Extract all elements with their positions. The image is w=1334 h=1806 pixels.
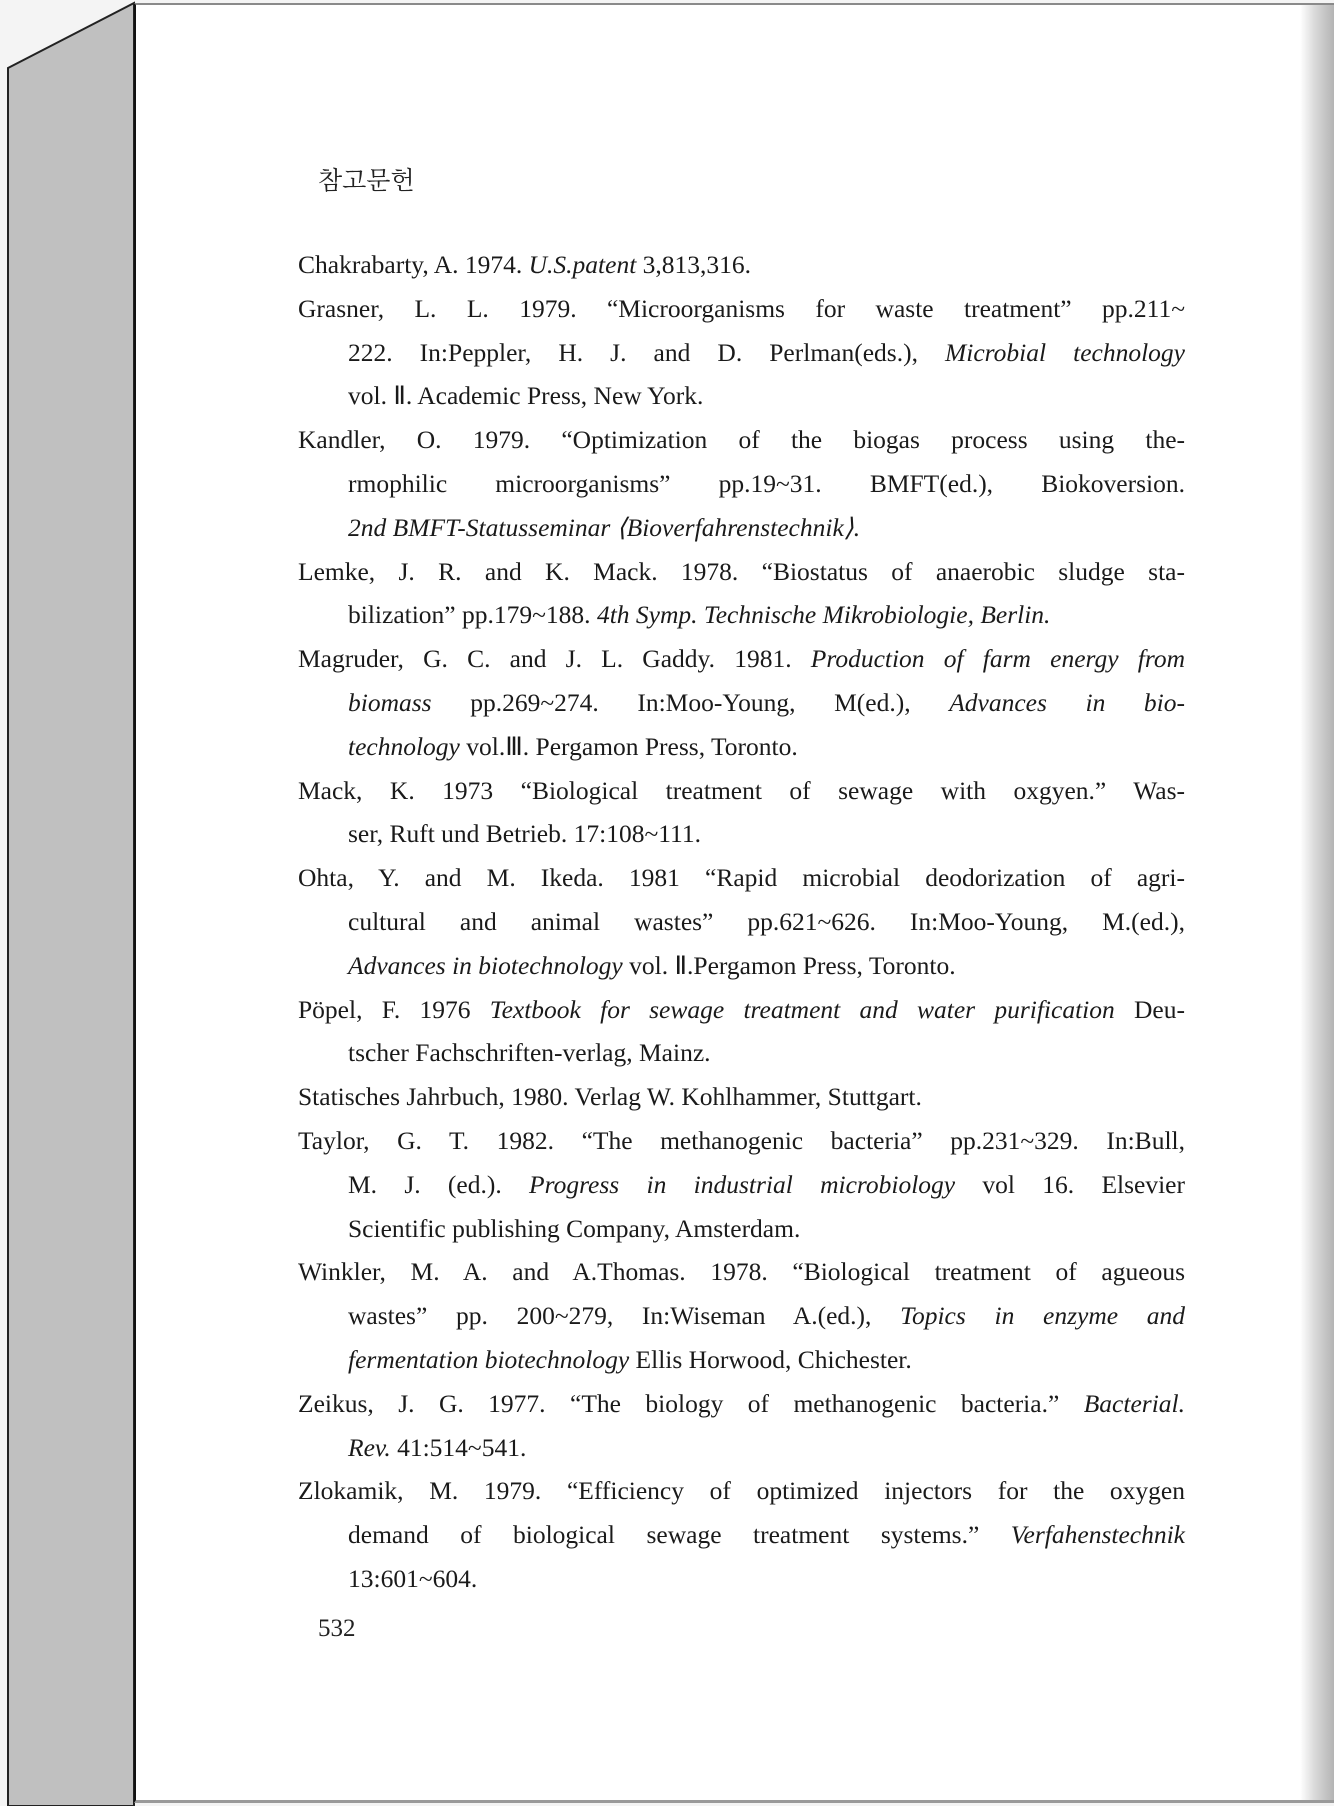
- reference-entry: [298, 856, 1185, 987]
- reference-text: Pöpel, F. 1976: [298, 994, 490, 1024]
- reference-text: Zeikus, J. G. 1977. “The biology of methanogenic bacteria.”: [298, 1388, 1084, 1418]
- reference-line: [298, 1031, 1185, 1075]
- reference-line: [298, 287, 1185, 331]
- reference-text: Deu-: [1114, 994, 1185, 1024]
- reference-italic-text: technology: [348, 731, 460, 761]
- page-number: 532: [318, 1615, 356, 1642]
- reference-line: [298, 1469, 1185, 1513]
- book-spine: [0, 0, 140, 1806]
- reference-line: [298, 1426, 1185, 1470]
- reference-line: [298, 243, 1185, 287]
- reference-line: [298, 462, 1185, 506]
- reference-italic-text: Microbial technology: [945, 337, 1185, 367]
- reference-entry: [298, 988, 1185, 1076]
- reference-entry: [298, 418, 1185, 549]
- reference-entry: [298, 1250, 1185, 1381]
- reference-entry: [298, 1382, 1185, 1470]
- reference-entry: [298, 243, 1185, 287]
- reference-text: Taylor, G. T. 1982. “The methanogenic bacteria” pp.231~329. In:Bull,: [298, 1125, 1185, 1155]
- reference-italic-text: Rev.: [348, 1432, 391, 1462]
- reference-line: [298, 1207, 1185, 1251]
- reference-line: [298, 769, 1185, 813]
- reference-entry: [298, 287, 1185, 418]
- reference-entry: [298, 1469, 1185, 1600]
- reference-line: [298, 331, 1185, 375]
- reference-italic-text: 2nd BMFT-Statusseminar ⟨Bioverfahrenstechnik⟩.: [348, 512, 861, 542]
- reference-text: bilization” pp.179~188.: [348, 600, 597, 630]
- reference-italic-text: Textbook for sewage treatment and water purification: [489, 994, 1115, 1024]
- reference-italic-text: Production of farm energy from: [810, 644, 1185, 674]
- reference-text: M. J. (ed.).: [348, 1169, 530, 1199]
- reference-text: Ohta, Y. and M. Ikeda. 1981 “Rapid microbial deodorization of agri-: [298, 863, 1185, 893]
- reference-text: 222. In:Peppler, H. J. and D. Perlman(eds.),: [348, 337, 946, 367]
- reference-line: [298, 1294, 1185, 1338]
- reference-italic-text: biomass: [348, 687, 432, 717]
- reference-text: Kandler, O. 1979. “Optimization of the biogas process using the-: [298, 425, 1185, 455]
- reference-line: [298, 812, 1185, 856]
- reference-text: 41:514~541.: [390, 1432, 527, 1462]
- reference-italic-text: Progress in industrial microbiology: [529, 1169, 956, 1199]
- reference-line: [298, 418, 1185, 462]
- reference-line: [298, 1075, 1185, 1119]
- reference-line: [298, 1119, 1185, 1163]
- reference-line: [298, 1557, 1185, 1601]
- reference-text: vol.Ⅲ. Pergamon Press, Toronto.: [459, 731, 798, 761]
- reference-text: Lemke, J. R. and K. Mack. 1978. “Biostatus of anaerobic sludge sta-: [298, 556, 1185, 586]
- book-page: [134, 3, 1334, 1803]
- reference-text: 3,813,316.: [636, 250, 752, 279]
- reference-text: Winkler, M. A. and A.Thomas. 1978. “Biological treatment of agueous: [298, 1257, 1185, 1287]
- reference-line: [298, 1513, 1185, 1557]
- reference-text: Chakrabarty, A. 1974.: [298, 250, 529, 279]
- reference-text: vol 16. Elsevier: [955, 1169, 1185, 1199]
- reference-line: [298, 637, 1185, 681]
- reference-list: [298, 243, 1185, 1601]
- reference-text: tscher Fachschriften-verlag, Mainz.: [348, 1038, 711, 1068]
- reference-text: vol. Ⅱ. Academic Press, New York.: [348, 381, 704, 411]
- reference-line: [298, 944, 1185, 988]
- reference-text: 13:601~604.: [348, 1563, 478, 1593]
- reference-entry: [298, 769, 1185, 857]
- reference-italic-text: Advances in biotechnology: [348, 950, 623, 980]
- reference-text: ser, Ruft und Betrieb. 17:108~111.: [348, 819, 701, 849]
- reference-text: vol. Ⅱ.Pergamon Press, Toronto.: [622, 950, 956, 980]
- reference-text: Magruder, G. C. and J. L. Gaddy. 1981.: [298, 644, 811, 674]
- reference-line: [298, 900, 1185, 944]
- reference-line: [298, 374, 1185, 418]
- reference-italic-text: Bacterial.: [1083, 1388, 1185, 1418]
- reference-text: Zlokamik, M. 1979. “Efficiency of optimized injectors for the oxygen: [298, 1476, 1185, 1506]
- reference-text: cultural and animal wastes” pp.621~626. In:Moo-Young, M.(ed.),: [348, 906, 1185, 936]
- reference-text: wastes” pp. 200~279, In:Wiseman A.(ed.),: [348, 1301, 901, 1331]
- reference-text: Scientific publishing Company, Amsterdam.: [348, 1213, 801, 1243]
- reference-line: [298, 856, 1185, 900]
- reference-entry: [298, 550, 1185, 638]
- reference-text: Mack, K. 1973 “Biological treatment of sewage with oxgyen.” Was-: [298, 775, 1185, 805]
- page-edge-shadow: [1300, 5, 1334, 1800]
- reference-italic-text: fermentation biotechnology: [348, 1344, 630, 1374]
- reference-line: [298, 725, 1185, 769]
- reference-text: pp.269~274. In:Moo-Young, M(ed.),: [431, 687, 950, 717]
- reference-line: [298, 1338, 1185, 1382]
- reference-line: [298, 988, 1185, 1032]
- reference-italic-text: Verfahenstechnik: [1010, 1520, 1185, 1550]
- reference-entry: [298, 637, 1185, 768]
- reference-text: Grasner, L. L. 1979. “Microorganisms for waste treatment” pp.211~: [298, 293, 1185, 323]
- reference-entry: [298, 1075, 1185, 1119]
- reference-line: [298, 1382, 1185, 1426]
- reference-italic-text: Advances in bio-: [949, 687, 1185, 717]
- reference-text: Statisches Jahrbuch, 1980. Verlag W. Kohlhammer, Stuttgart.: [298, 1082, 922, 1112]
- reference-line: [298, 550, 1185, 594]
- reference-line: [298, 506, 1185, 550]
- reference-italic-text: Topics in enzyme and: [900, 1301, 1186, 1331]
- reference-line: [298, 681, 1185, 725]
- reference-italic-text: 4th Symp. Technische Mikrobiologie, Berlin.: [596, 600, 1051, 630]
- page-header: 참고문헌: [318, 166, 415, 195]
- reference-line: [298, 593, 1185, 637]
- reference-italic-text: U.S.patent: [528, 250, 637, 279]
- reference-text: demand of biological sewage treatment systems.”: [348, 1520, 1011, 1550]
- reference-entry: [298, 1119, 1185, 1250]
- reference-line: [298, 1163, 1185, 1207]
- reference-text: Ellis Horwood, Chichester.: [629, 1344, 912, 1374]
- reference-line: [298, 1250, 1185, 1294]
- reference-text: rmophilic microorganisms” pp.19~31. BMFT(ed.), Biokoversion.: [348, 468, 1185, 498]
